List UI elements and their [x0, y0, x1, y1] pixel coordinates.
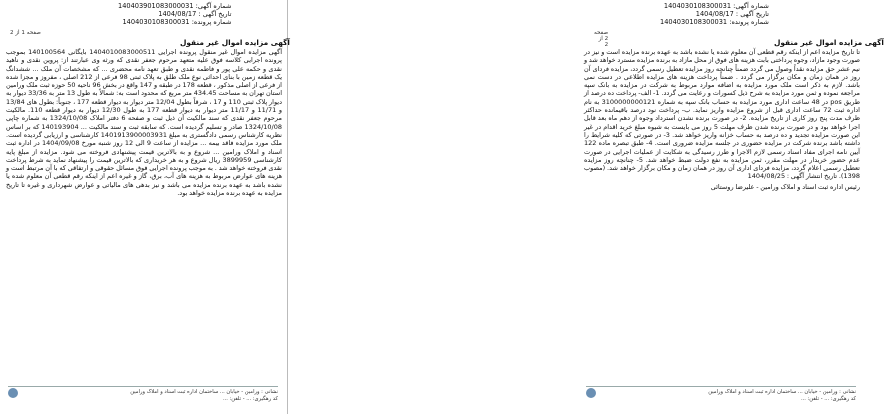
- notice-heading: آگهی مزایده اموال غیر منقول: [774, 38, 884, 47]
- file-number: شماره پرونده: 1404030108300031: [122, 18, 232, 27]
- notice-body: [584, 48, 860, 191]
- footer-address: نشانی : ورامین - خیابان ... ساختمان اداره ثبت اسناد و املاک ورامین: [708, 389, 856, 395]
- page-footer: [8, 386, 278, 403]
- notice-page-left: [0, 0, 288, 414]
- notice-meta: [118, 2, 231, 27]
- notice-number: شماره آگهی: 1404030108300031: [663, 2, 769, 10]
- agency-logo-icon: [586, 388, 596, 398]
- notice-page-right: [288, 0, 884, 414]
- page-number: صفحه 2 از 2: [593, 30, 609, 48]
- notice-date: تاریخ آگهی : 1404/08/17: [158, 10, 232, 19]
- notice-date: تاریخ آگهی : 1404/08/17: [695, 10, 769, 19]
- notice-number: شماره آگهی: 140403901083000031: [118, 2, 232, 10]
- notice-body-text: تا تاریخ مزایده اعم از اینکه رقم قطعی آن معلوم شده یا نشده باشد به عهده برنده مزایده است و نیز در صورت وجود مازاد، وجوه پرداختی بابت هزینه های فوق از محل مازاد به برنده مزایده مسترد خواهد شد و نیم عشر حق مزایده نقداً وصول می گردد ضمناً چنانچه روز مزایده تعطیل رسمی گردد، مزایده فردای آن روز در همان زمان و مکان برگزار می گردد . ضمناً پرداخت هزینه های مزایده اطلاعی در دست نمی باشد. لازم به ذکر است ملک مورد مزایده به اضافه موارد مربوط به شرکت در مزایده به بانک سپه مراجعه نموده و ثمن مورد مزایده به شرح ذیل کسورات و رعایت می گردد. 1- الف- پرداخت ده درصد از طریق pos در 48 ساعت اداری مورد مزایده به حساب بانک سپه به شماره 3100000000121 به نام اداره ثبت 72 ساعت اداری قبل از شروع مزایده واریز نماید. ب- پرداخت نود درصد باقیمانده حداکثر ظرف مدت پنج روز کاری از تاریخ مزایده. 2- در صورت برنده نشدن استرداد وجوه از دهم ماه بعد قابل اجرا خواهد بود و در صورت برنده شدن ظرف مهلت 5 روز می بایست به شیوه مبلغ خرید اقدام در غیر این صورت مزایده تجدید و ده درصد به حساب خزانه واریز خواهد شد. 3- در صورتی که کلیه شرایط را داشته باشد برنده شرکت در مزایده حضوری در جلسه مزایده ضروری است. 4- طبق تبصره ماده 122 آیین نامه اجرای مفاد اسناد رسمی لازم الاجرا و طرز رسیدگی به شکایت از عملیات اجرایی در صورت عدم حضور خریدار در مهلت مقرر، ثمن مزایده به نفع دولت ضبط خواهد شد. 5- چنانچه روز مزایده تعطیل رسمی اعلام گردد، مزایده فردای اداری آن روز در همان زمان و مکان برگزار خواهد شد. (مصوب 1398). تاریخ انتشار آگهی : 1404/08/25: [584, 48, 860, 181]
- footer-meta: کد رهگیری: ... - تلفن: ...: [222, 396, 278, 402]
- page-footer: [586, 386, 856, 403]
- page-number: صفحه 1 از 2: [10, 30, 41, 36]
- footer-meta: کد رهگیری: ... - تلفن: ...: [800, 396, 856, 402]
- agency-logo-icon: [8, 388, 18, 398]
- notice-heading: آگهی مزایده اموال غیر منقول: [180, 38, 290, 47]
- footer-address: نشانی : ورامین - خیابان ... ساختمان اداره ثبت اسناد و املاک ورامین: [130, 389, 278, 395]
- signature: رئیس اداره ثبت اسناد و املاک ورامین - علیرضا روستائی: [710, 182, 860, 191]
- file-number: شماره پرونده: 1404030108300031: [660, 18, 769, 27]
- notice-meta: [660, 2, 769, 27]
- notice-body-text: آگهی مزایده اموال غیر منقول پرونده اجرایی 1404010083000511 بایگانی 140100564 بموجب پرونده اجرایی کلاسه فوق علیه متعهد مرحوم جعفر نقدی که ورثه وی عبارتند از: پروین نقدی و ناهید نقدی و حکمه علی پور و فاطمه نقدی و طبق تعهد نامه محضری ... که مشخصات آن ملک ... ششدانگ یک قطعه زمین با بنای احداثی نوع ملک طلق به پلاک ثبتی 98 فرعی از 212 اصلی ، مفروز و مجزا شده از فرعی از اصلی مذکور ، قطعه 178 در طبقه و 147 واقع در بخش 96 ناحیه 50 حوزه ثبت ملک ورامین استان تهران به مساحت 434.45 متر مربع که محدود است به: شمالاً به طول 13 متر به 33/36 دیوار به دیوار پلاک ثبتی 110 و 17 ، شرقاً بطول 12/04 متر دیوار به دیوار قطعه 177 ، جنوباً: بطول های 13/84 و 11/71 و 11/17 متر دیوار به دیوار قطعه 177 به طول 12/30 دیوار به دیوار قطعه 110. مالکیت مرحوم جعفر نقدی که سند مالکیت آن ذیل ثبت و صفحه 6 دفتر املاک 1324/10/08 به شماره چاپی 1324/10/08 صادر و تسلیم گردیده است. که سابقه ثبت و سند مالکیت ... 140193904 که بر اساس نظریه کارشناس رسمی دادگستری به مبلغ 1401913900003931 کارشناسی و ارزیابی گردیده است. ملک مورد مزایده فاقد بیمه ... مزایده از ساعت 9 الی 12 روز شنبه مورخ 1404/09/08 در اداره ثبت اسناد و املاک ورامین ... شروع و به بالاترین قیمت پیشنهادی فروخته می شود. مزایده از مبلغ پایه کارشناسی 3899959 ریال شروع و به هر خریداری که بالاترین قیمت را پیشنهاد نماید به شرط پرداخت نقدی فروخته خواهد شد . به موجب پرونده اجرایی فوق مسائل حقوقی و ارتفاقی که با آن مرتبط است و هزینه های عوارض مربوط به هزینه های آب، برق، گاز و غیره اعم از اینکه رقم قطعی آن معلوم شده یا نشده باشد به عهده برنده مزایده می باشد و نیز بدهی های مالیاتی و عوارض شهرداری و غیره تا تاریخ مزایده به عهده برنده مزایده خواهد بود.: [6, 48, 283, 198]
- notice-body: [6, 48, 282, 197]
